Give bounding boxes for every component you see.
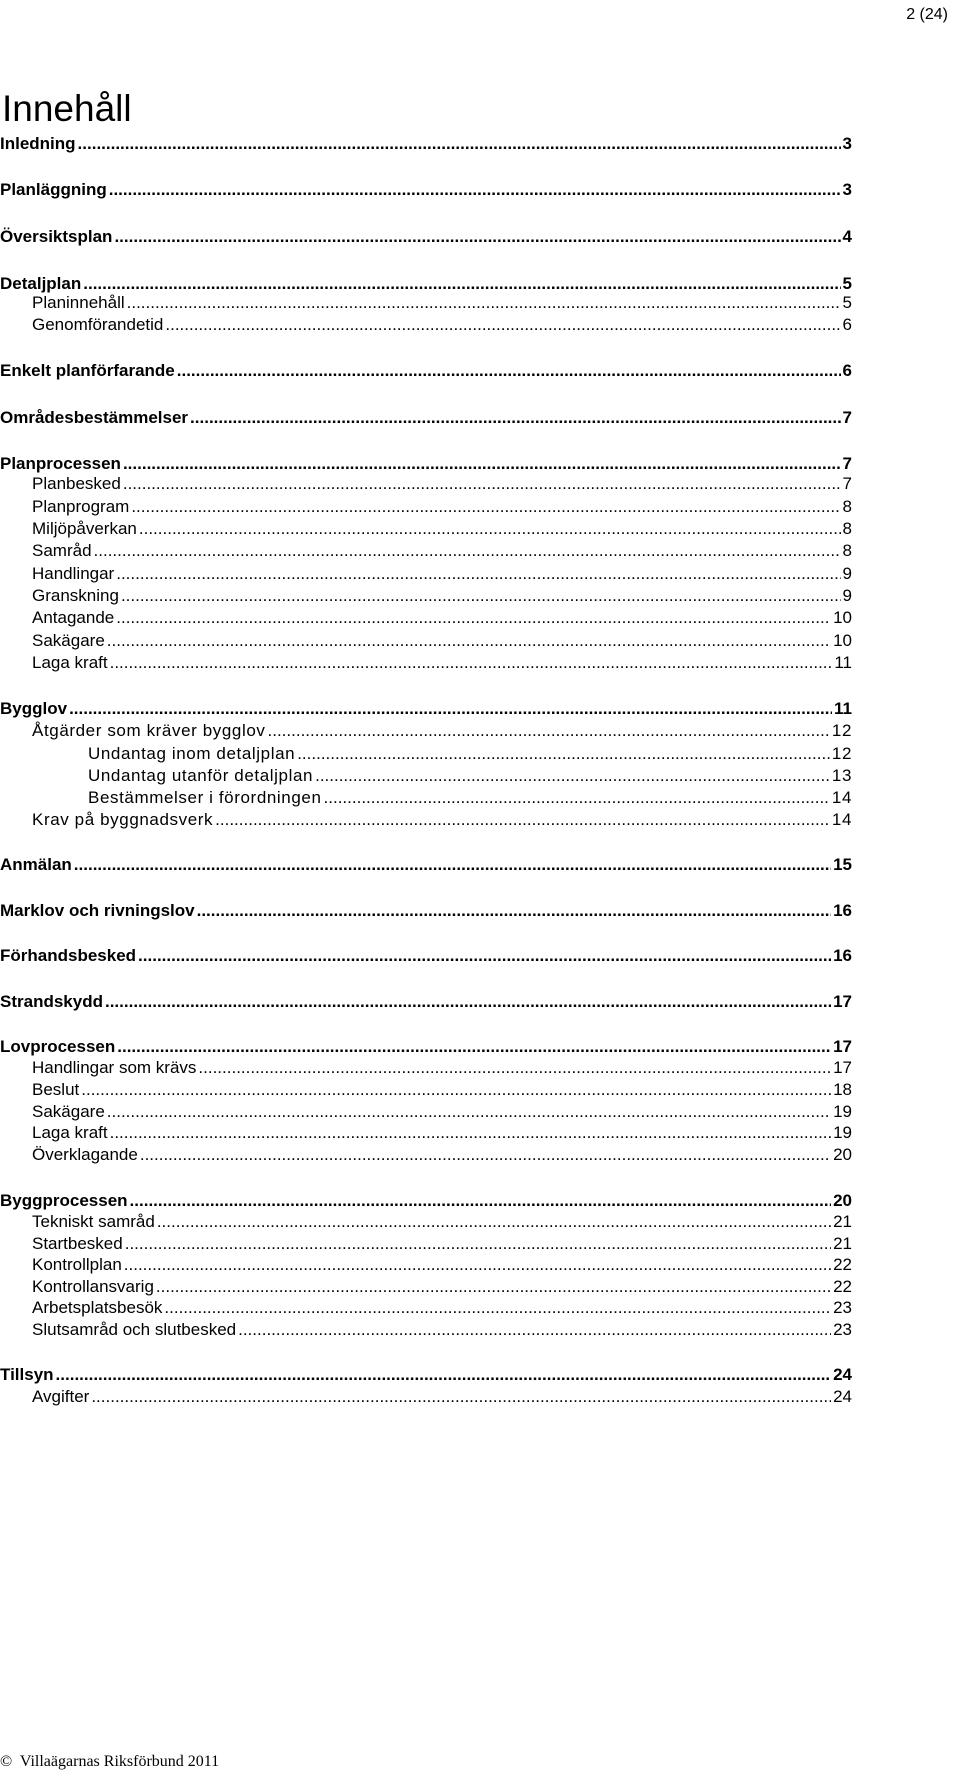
toc-leader-dots xyxy=(190,407,840,429)
toc-entry[interactable] xyxy=(88,787,852,809)
toc-entry-page: 3 xyxy=(842,180,852,199)
toc-leader-dots xyxy=(324,787,830,809)
toc-entry-label: Åtgärder som kräver bygglov xyxy=(32,721,266,740)
toc-entry-page: 20 xyxy=(833,1145,852,1164)
toc-entry[interactable] xyxy=(32,1057,852,1079)
toc-entry-page: 22 xyxy=(833,1277,852,1296)
toc-entry[interactable] xyxy=(0,407,852,429)
toc-entry-page: 23 xyxy=(833,1320,852,1339)
toc-entry-label: Överklagande xyxy=(32,1145,138,1164)
toc-leader-dots xyxy=(94,540,841,562)
toc-entry-label: Beslut xyxy=(32,1080,80,1099)
toc-entry-label: Miljöpåverkan xyxy=(32,519,137,538)
toc-leader-dots xyxy=(124,1254,831,1276)
toc-leader-dots xyxy=(74,854,831,876)
toc-entry[interactable] xyxy=(0,453,852,475)
toc-entry[interactable] xyxy=(32,1254,852,1276)
toc-entry[interactable] xyxy=(0,226,852,248)
toc-leader-dots xyxy=(198,1057,831,1079)
toc-leader-dots xyxy=(197,900,831,922)
toc-entry[interactable] xyxy=(0,698,852,720)
toc-entry-label: Handlingar som krävs xyxy=(32,1058,197,1077)
toc-entry-page: 16 xyxy=(833,946,852,965)
toc-leader-dots xyxy=(109,179,841,201)
toc-leader-dots xyxy=(81,1079,831,1101)
toc-entry-label: Områdesbestämmelser xyxy=(0,408,189,427)
toc-entry-page: 8 xyxy=(842,519,852,538)
toc-leader-dots xyxy=(131,496,840,518)
toc-leader-dots xyxy=(110,652,833,674)
toc-entry-label: Undantag utanför detaljplan xyxy=(88,766,314,785)
toc-entry[interactable] xyxy=(32,1079,852,1101)
toc-entry-page: 17 xyxy=(833,1037,852,1056)
toc-entry-label: Anmälan xyxy=(0,855,72,874)
toc-entry-page: 16 xyxy=(833,901,852,920)
toc-leader-dots xyxy=(177,360,841,382)
toc-entry-page: 24 xyxy=(833,1365,852,1384)
toc-entry[interactable] xyxy=(0,991,852,1013)
toc-entry[interactable] xyxy=(32,473,852,495)
toc-entry-page: 7 xyxy=(842,474,852,493)
toc-leader-dots xyxy=(91,1386,831,1408)
toc-entry-page: 22 xyxy=(833,1255,852,1274)
toc-entry-page: 24 xyxy=(833,1387,852,1406)
toc-leader-dots xyxy=(56,1364,832,1386)
toc-entry[interactable] xyxy=(32,1144,852,1166)
toc-entry-page: 20 xyxy=(833,1191,852,1210)
toc-leader-dots xyxy=(268,720,830,742)
toc-leader-dots xyxy=(78,133,841,155)
toc-entry-label: Bygglov xyxy=(0,699,68,718)
toc-entry-page: 11 xyxy=(834,653,852,672)
toc-leader-dots xyxy=(215,809,830,831)
toc-leader-dots xyxy=(164,1297,831,1319)
toc-entry[interactable] xyxy=(0,1190,852,1212)
toc-entry-label: Tillsyn xyxy=(0,1365,54,1384)
toc-leader-dots xyxy=(140,1144,831,1166)
toc-entry[interactable] xyxy=(0,1364,852,1386)
toc-leader-dots xyxy=(105,991,831,1013)
toc-entry-page: 4 xyxy=(842,227,852,246)
toc-leader-dots xyxy=(238,1319,831,1341)
toc-entry-label: Byggprocessen xyxy=(0,1191,128,1210)
copyright-icon: © xyxy=(0,1753,13,1770)
toc-entry-label: Kontrollansvarig xyxy=(32,1277,154,1296)
toc-entry-page: 5 xyxy=(842,293,852,312)
toc-entry-label: Inledning xyxy=(0,134,76,153)
toc-entry-label: Strandskydd xyxy=(0,992,103,1011)
toc-entry-label: Tekniskt samråd xyxy=(32,1212,155,1231)
toc-entry[interactable] xyxy=(0,133,852,155)
toc-entry-page: 14 xyxy=(831,810,852,829)
toc-entry-label: Undantag inom detaljplan xyxy=(88,744,296,763)
page-title: Innehåll xyxy=(2,88,132,129)
toc-entry-label: Handlingar xyxy=(32,564,115,583)
toc-leader-dots xyxy=(156,1276,831,1298)
toc-entry-label: Arbetsplatsbesök xyxy=(32,1298,163,1317)
toc-entry-page: 21 xyxy=(833,1212,852,1231)
toc-entry-label: Laga kraft xyxy=(32,653,108,672)
toc-leader-dots xyxy=(107,1101,831,1123)
toc-entry-label: Planläggning xyxy=(0,180,107,199)
toc-leader-dots xyxy=(157,1211,831,1233)
toc-entry-label: Kontrollplan xyxy=(32,1255,122,1274)
toc-entry-page: 12 xyxy=(831,721,852,740)
toc-leader-dots xyxy=(297,743,830,765)
toc-entry-page: 17 xyxy=(833,1058,852,1077)
toc-entry-label: Översiktsplan xyxy=(0,227,113,246)
toc-entry-page: 12 xyxy=(831,744,852,763)
toc-entry-page: 10 xyxy=(833,631,852,650)
toc-entry[interactable] xyxy=(32,1122,852,1144)
toc-entry-label: Sakägare xyxy=(32,1102,105,1121)
toc-entry-page: 21 xyxy=(833,1234,852,1253)
toc-entry-page: 8 xyxy=(842,497,852,516)
toc-entry-label: Marklov och rivningslov xyxy=(0,901,195,920)
toc-leader-dots xyxy=(69,698,832,720)
toc-entry[interactable] xyxy=(32,652,852,674)
toc-entry-page: 3 xyxy=(842,134,852,153)
toc-entry[interactable] xyxy=(32,1276,852,1298)
toc-leader-dots xyxy=(117,1036,831,1058)
toc-entry[interactable] xyxy=(32,1211,852,1233)
toc-entry[interactable] xyxy=(32,496,852,518)
toc-entry-page: 15 xyxy=(833,855,852,874)
toc-entry[interactable] xyxy=(32,1297,852,1319)
toc-entry-label: Avgifter xyxy=(32,1387,90,1406)
toc-entry-page: 18 xyxy=(833,1080,852,1099)
toc-entry-page: 9 xyxy=(842,586,852,605)
toc-entry-label: Planprocessen xyxy=(0,454,121,473)
toc-leader-dots xyxy=(127,292,841,314)
toc-entry-page: 8 xyxy=(842,541,852,560)
toc-entry-label: Krav på byggnadsverk xyxy=(32,810,214,829)
toc-entry-page: 11 xyxy=(834,699,852,718)
toc-entry[interactable] xyxy=(0,945,852,967)
toc-leader-dots xyxy=(165,314,840,336)
footer xyxy=(0,1753,219,1771)
toc-entry-label: Laga kraft xyxy=(32,1123,108,1142)
toc-entry-page: 10 xyxy=(833,608,852,627)
toc-entry-page: 19 xyxy=(833,1102,852,1121)
toc-leader-dots xyxy=(116,563,840,585)
toc-leader-dots xyxy=(123,473,841,495)
page-number: 2 (24) xyxy=(906,6,948,23)
toc-entry-label: Detaljplan xyxy=(0,274,82,293)
toc-entry[interactable] xyxy=(32,607,852,629)
toc-entry[interactable] xyxy=(32,540,852,562)
toc-entry-label: Lovprocessen xyxy=(0,1037,116,1056)
toc-entry[interactable] xyxy=(88,743,852,765)
toc-leader-dots xyxy=(125,1233,831,1255)
toc-entry-page: 23 xyxy=(833,1298,852,1317)
toc-leader-dots xyxy=(123,453,841,475)
toc-entry[interactable] xyxy=(32,809,852,831)
toc-entry-label: Bestämmelser i förordningen xyxy=(88,788,322,807)
toc-leader-dots xyxy=(114,226,840,248)
toc-entry-label: Granskning xyxy=(32,586,119,605)
toc-entry-label: Planinnehåll xyxy=(32,293,125,312)
toc-entry-label: Genomförandetid xyxy=(32,315,164,334)
toc-leader-dots xyxy=(110,1122,831,1144)
toc-entry-label: Planprogram xyxy=(32,497,130,516)
toc-entry-label: Förhandsbesked xyxy=(0,946,137,965)
toc-entry[interactable] xyxy=(32,630,852,652)
toc-entry[interactable] xyxy=(0,900,852,922)
toc-leader-dots xyxy=(116,607,831,629)
toc-entry-page: 13 xyxy=(831,766,852,785)
toc-entry[interactable] xyxy=(0,1036,852,1058)
toc-entry-label: Enkelt planförfarande xyxy=(0,361,175,380)
toc-leader-dots xyxy=(138,945,831,967)
toc-entry-label: Antagande xyxy=(32,608,115,627)
toc-entry[interactable] xyxy=(88,765,852,787)
toc-leader-dots xyxy=(107,630,831,652)
toc-entry[interactable] xyxy=(32,585,852,607)
toc-entry[interactable] xyxy=(0,854,852,876)
toc-entry-label: Startbesked xyxy=(32,1234,123,1253)
toc-entry-label: Sakägare xyxy=(32,631,105,650)
toc-entry-page: 6 xyxy=(842,315,852,334)
toc-entry-page: 5 xyxy=(842,274,852,293)
toc-entry-page: 14 xyxy=(831,788,852,807)
toc-entry-page: 9 xyxy=(842,564,852,583)
toc-entry-page: 7 xyxy=(842,408,852,427)
toc-leader-dots xyxy=(121,585,841,607)
toc-entry[interactable] xyxy=(32,720,852,742)
toc-entry-page: 7 xyxy=(842,454,852,473)
footer-text: Villaägarnas Riksförbund 2011 xyxy=(19,1753,220,1770)
toc-leader-dots xyxy=(315,765,830,787)
toc-entry[interactable] xyxy=(0,360,852,382)
toc-leader-dots xyxy=(130,1190,832,1212)
toc-entry[interactable] xyxy=(32,1233,852,1255)
toc-entry-page: 19 xyxy=(833,1123,852,1142)
toc-entry-label: Slutsamråd och slutbesked xyxy=(32,1320,237,1339)
toc-entry[interactable] xyxy=(32,1101,852,1123)
toc-leader-dots xyxy=(139,518,841,540)
toc-entry[interactable] xyxy=(32,518,852,540)
toc-entry[interactable] xyxy=(0,179,852,201)
toc-entry-page: 6 xyxy=(842,361,852,380)
toc-entry-label: Samråd xyxy=(32,541,92,560)
toc-entry[interactable] xyxy=(32,1386,852,1408)
toc-entry-page: 17 xyxy=(833,992,852,1011)
toc-entry[interactable] xyxy=(32,563,852,585)
toc-entry[interactable] xyxy=(32,1319,852,1341)
toc-entry[interactable] xyxy=(32,314,852,336)
toc-entry-label: Planbesked xyxy=(32,474,121,493)
toc-entry[interactable] xyxy=(32,292,852,314)
